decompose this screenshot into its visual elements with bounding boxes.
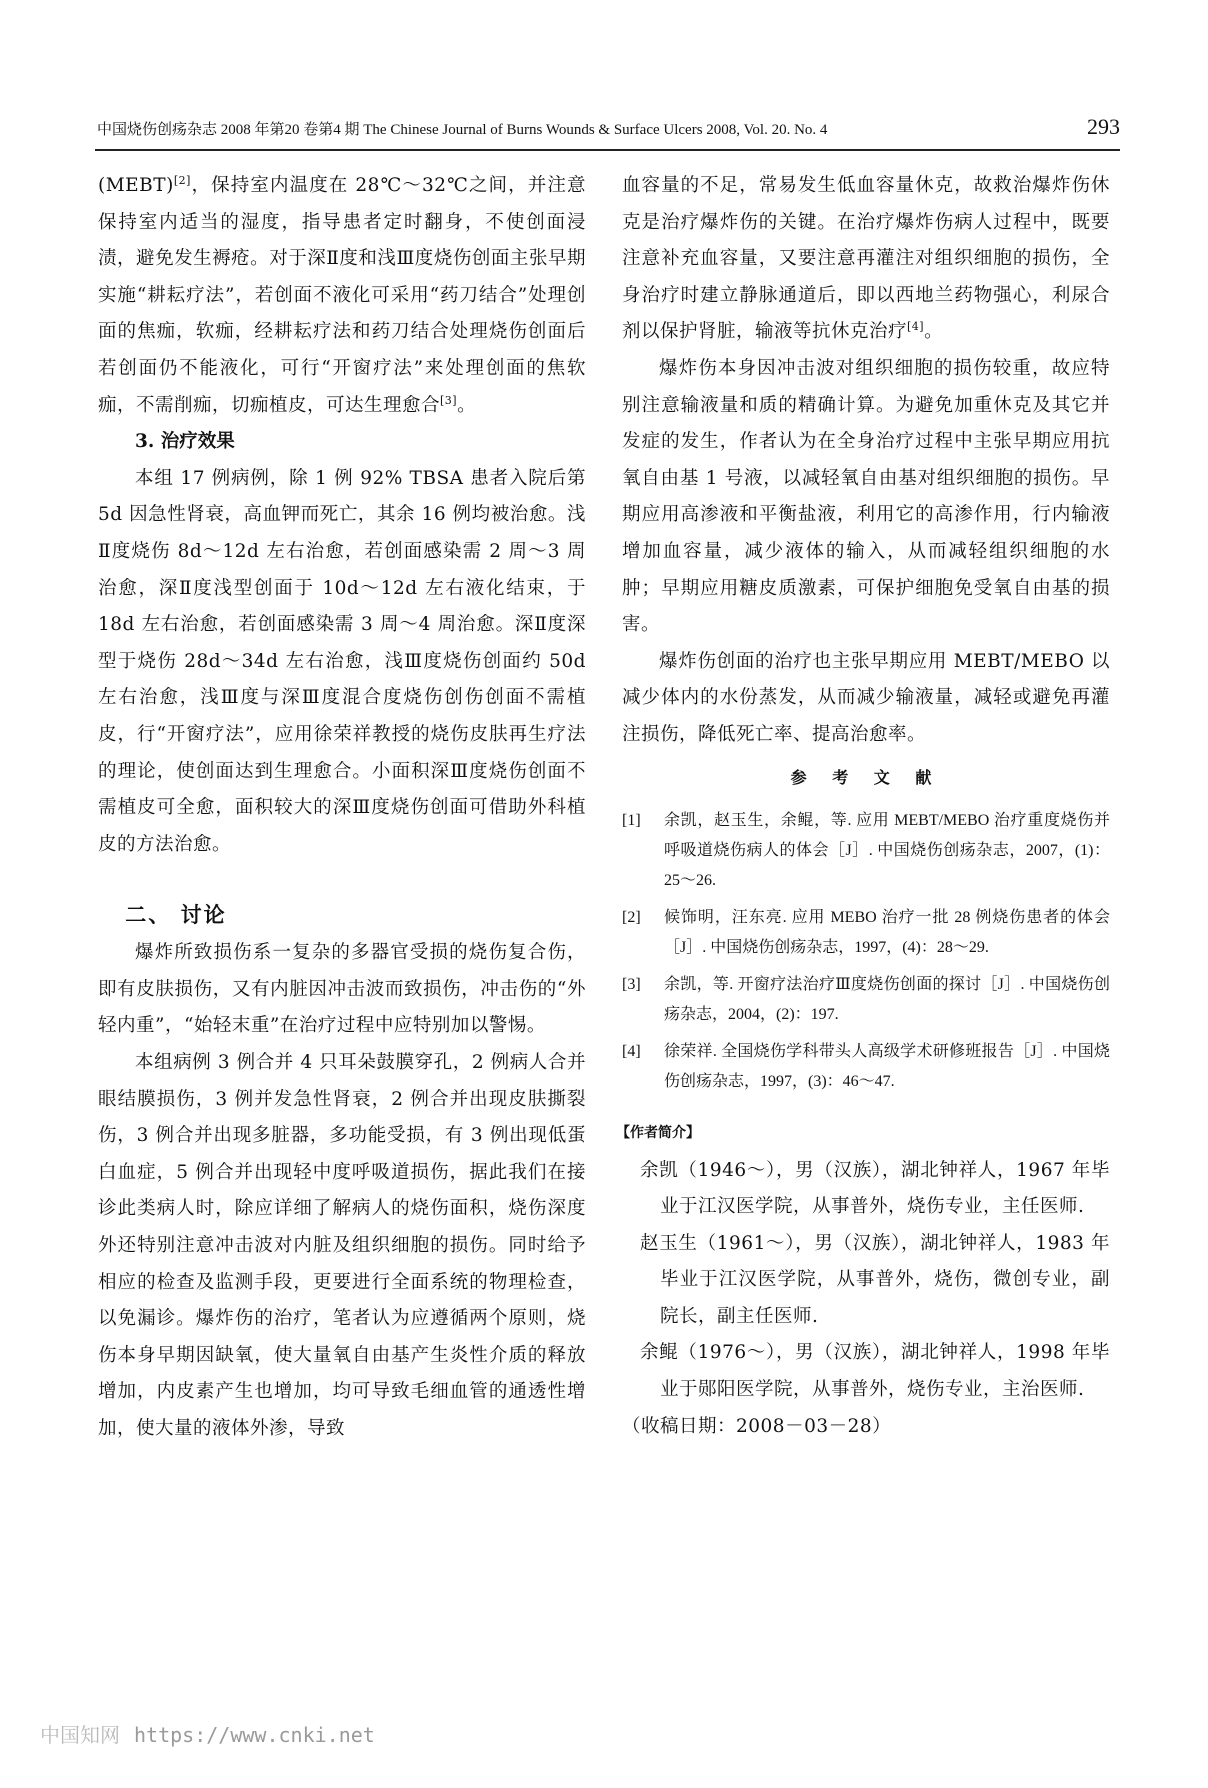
- reference-number: [4]: [622, 1042, 641, 1060]
- reference-item: [622, 903, 1110, 963]
- author-bio: 余凯（1946～），男（汉族），湖北钟祥人，1967 年毕业于江汉医学院，从事普外，烧伤专业，主任医师.: [640, 1159, 1110, 1218]
- reference-text: 余凯，等. 开窗疗法治疗Ⅲ度烧伤创面的探讨［J］. 中国烧伤创疡杂志，2004，(2)：197.: [664, 975, 1110, 1023]
- references-heading: 参 考 文 献: [790, 767, 942, 787]
- paragraph: 爆炸伤创面的治疗也主张早期应用 MEBT/MEBO 以减少体内的水份蒸发，从而减少输液量，减轻或避免再灌注损伤，降低死亡率、提高治愈率。: [622, 650, 1110, 745]
- right-column: [616, 168, 1110, 1445]
- footer-url: https://www.cnki.net: [134, 1723, 375, 1747]
- author-bio-heading: 【作者简介】: [616, 1124, 700, 1141]
- reference-text: 徐荣祥. 全国烧伤学科带头人高级学术研修班报告［J］. 中国烧伤创疡杂志，1997，(3)：46～47.: [664, 1042, 1110, 1090]
- reference-item: [622, 1037, 1110, 1097]
- page-number: 293: [1087, 114, 1120, 139]
- section-heading: 二、 讨论: [125, 902, 227, 928]
- reference-text: 余凯，赵玉生，余鲲，等. 应用 MEBT/MEBO 治疗重度烧伤并呼吸道烧伤病人的体会［J］. 中国烧伤创疡杂志，2007，(1)：25～26.: [664, 811, 1110, 889]
- journal-header: 中国烧伤创疡杂志 2008 年第20 卷第4 期 The Chinese Journal of Burns Wounds & Surface Ulcers 2008, Vol. 20. No. 4: [97, 122, 828, 138]
- paragraph-text: ，保持室内温度在 28℃～32℃之间，并注意保持室内适当的湿度，指导患者定时翻身，不使创面浸渍，避免发生褥疮。对于深Ⅱ度和浅Ⅲ度烧伤创面主张早期实施“耕耘疗法”，若创面不液化可采用“药刀结合”处理创面的焦痂，软痂，经耕耘疗法和药刀结合处理烧伤创面后若创面仍不能液化，可行“开窗疗法”来处理创面的焦软痂，不需削痂，切痂植皮，可达生理愈合: [98, 175, 586, 416]
- paragraph-text: (MEBT): [98, 175, 174, 196]
- header-divider: [95, 149, 1120, 151]
- left-column: [98, 168, 586, 1448]
- author-bio: 赵玉生（1961～），男（汉族），湖北钟祥人，1983 年毕业于江汉医学院，从事普外，烧伤，微创专业，副院长，副主任医师.: [640, 1232, 1110, 1327]
- reference-number: [2]: [622, 908, 641, 926]
- paragraph: 爆炸伤本身因冲击波对组织细胞的损伤较重，故应特别注意输液量和质的精确计算。为避免加重休克及其它并发症的发生，作者认为在全身治疗过程中主张早期应用抗氧自由基 1 号液，以减轻氧自由基对组织细胞的损伤。早期应用高渗液和平衡盐液，利用它的高渗作用，行内输液增加血容量，减少液体的输入，从而减轻组织细胞的水肿；早期应用糖皮质激素，可保护细胞免受氧自由基的损害。: [622, 357, 1110, 636]
- received-date: （收稿日期：2008－03－28）: [622, 1415, 892, 1437]
- footer-watermark: [40, 1720, 640, 1750]
- paragraph: [98, 168, 586, 424]
- subsection-heading: 3. 治疗效果: [135, 431, 235, 453]
- reference-number: [1]: [622, 811, 641, 829]
- reference-number: [3]: [622, 975, 641, 993]
- paragraph-text: 。: [457, 394, 477, 416]
- paragraph: 本组病例 3 例合并 4 只耳朵鼓膜穿孔，2 例病人合并眼结膜损伤，3 例并发急性肾衰，2 例合并出现皮肤撕裂伤，3 例合并出现多脏器，多功能受损，有 3 例出现低蛋白血症，5 例合并出现轻中度呼吸道损伤，据此我们在接诊此类病人时，除应详细了解病人的烧伤面积，烧伤深度外还特别注意冲击波对内脏及组织细胞的损伤。同时给予相应的检查及监测手段，更要进行全面系统的物理检查，以免漏诊。爆炸伤的治疗，笔者认为应遵循两个原则，烧伤本身早期因缺氧，使大量氧自由基产生炎性介质的释放增加，内皮素产生也增加，均可导致毛细血管的通透性增加，使大量的液体外渗，导致: [98, 1052, 586, 1439]
- paragraph-text: 血容量的不足，常易发生低血容量休克，故救治爆炸伤休克是治疗爆炸伤的关键。在治疗爆炸伤病人过程中，既要注意补充血容量，又要注意再灌注对组织细胞的损伤，全身治疗时建立静脉通道后，即以西地兰药物强心，利尿合剂以保护肾脏，输液等抗休克治疗: [622, 175, 1110, 343]
- reference-text: 候饰明，汪东亮. 应用 MEBO 治疗一批 28 例烧伤患者的体会［J］. 中国烧伤创疡杂志，1997，(4)：28～29.: [664, 908, 1110, 956]
- citation: [4]: [907, 320, 925, 334]
- reference-item: [622, 970, 1110, 1030]
- citation: [2]: [173, 173, 191, 187]
- reference-item: [622, 806, 1110, 896]
- author-bio: 余鲲（1976～），男（汉族），湖北钟祥人，1998 年毕业于郧阳医学院，从事普外，烧伤专业，主治医师.: [640, 1342, 1110, 1401]
- cnki-logo-text: 中国知网: [40, 1723, 120, 1747]
- citation: [3]: [440, 393, 458, 407]
- paragraph: 本组 17 例病例，除 1 例 92% TBSA 患者入院后第 5d 因急性肾衰，高血钾而死亡，其余 16 例均被治愈。浅Ⅱ度烧伤 8d～12d 左右治愈，若创面感染需 2 周～3 周治愈，深Ⅱ度浅型创面于 10d～12d 左右液化结束，于 18d 左右治愈，若创面感染需 3 周～4 周治愈。深Ⅱ度深型于烧伤 28d～34d 左右治愈，浅Ⅲ度烧伤创面约 50d 左右治愈，浅Ⅲ度与深Ⅲ度混合度烧伤创伤创面不需植皮，行“开窗疗法”，应用徐荣祥教授的烧伤皮肤再生疗法的理论，使创面达到生理愈合。小面积深Ⅲ度烧伤创面不需植皮可全愈，面积较大的深Ⅲ度烧伤创面可借助外科植皮的方法治愈。: [98, 467, 586, 855]
- paragraph: [622, 168, 1110, 351]
- paragraph: 爆炸所致损伤系一复杂的多器官受损的烧伤复合伤，即有皮肤损伤，又有内脏因冲击波而致损伤，冲击伤的“外轻内重”，“始轻末重”在治疗过程中应特别加以警惕。: [98, 942, 586, 1037]
- paragraph-text: 。: [924, 321, 944, 343]
